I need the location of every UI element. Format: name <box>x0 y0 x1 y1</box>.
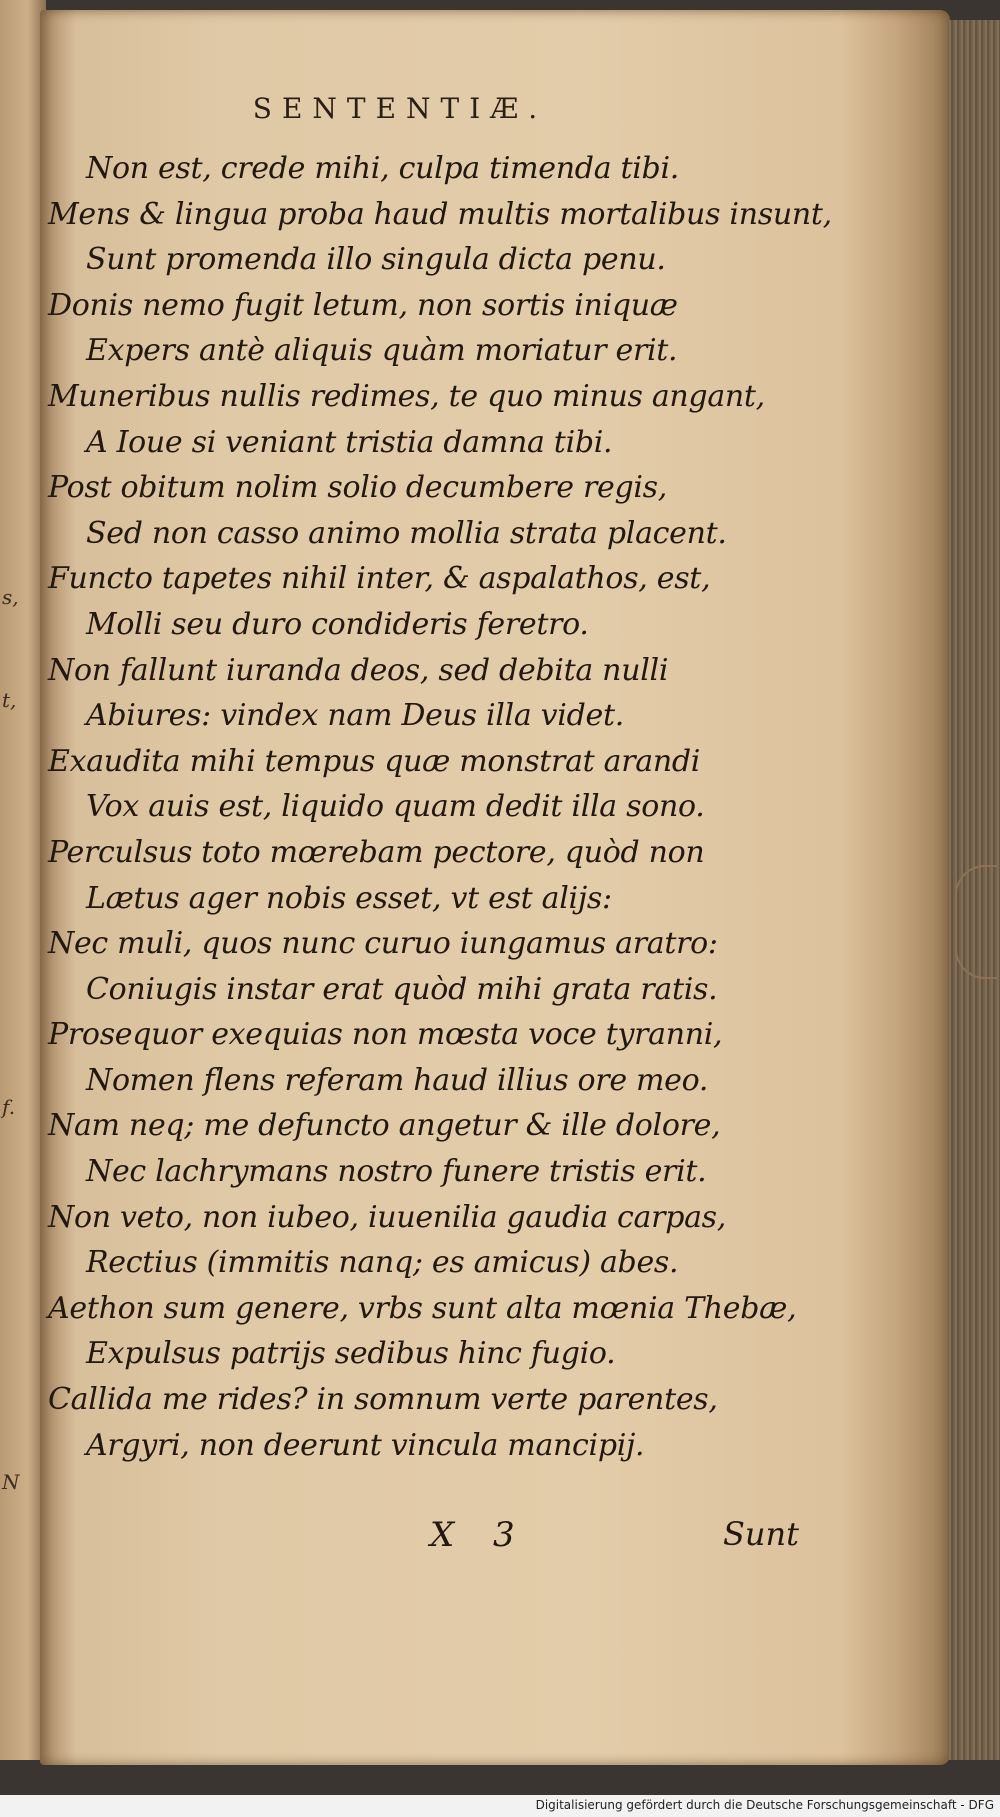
verse-list <box>48 146 868 1468</box>
verse-line: Sunt promenda illo singula dicta penu. <box>86 242 666 278</box>
running-head: SENTENTIÆ. <box>252 92 548 125</box>
verse-line: Expers antè aliquis quàm moriatur erit. <box>86 333 678 369</box>
verse-line: Expulsus patrijs sedibus hinc fugio. <box>86 1336 616 1372</box>
verse-line: Callida me rides? in somnum verte parentes, <box>48 1382 718 1418</box>
verse-line: Non est, crede mihi, culpa timenda tibi. <box>86 151 679 186</box>
verse-line: Coniugis instar erat quòd mihi grata ratis. <box>86 971 718 1007</box>
verse-line: Functo tapetes nihil inter, & aspalathos, est, <box>48 561 711 597</box>
verse-line: Nomen flens referam haud illius ore meo. <box>86 1062 709 1098</box>
verse-line: Molli seu duro condideris feretro. <box>86 606 589 642</box>
verse-line: Abiures: vindex nam Deus illa videt. <box>86 698 624 734</box>
verse-line: Prosequor exequias non mœsta voce tyranni, <box>48 1017 723 1053</box>
verse-line: Mens & lingua proba haud multis mortalibus insunt, <box>48 196 832 232</box>
catchword: Sunt <box>723 1515 799 1553</box>
left-page-fragment: t, <box>2 688 17 712</box>
credit-bar <box>0 1795 1000 1817</box>
left-page-fragment: N <box>2 1470 20 1494</box>
signature-mark: X 3 <box>430 1515 529 1555</box>
verse-line: Non veto, non iubeo, iuuenilia gaudia carpas, <box>48 1199 727 1235</box>
verse-line: Nam neq; me defuncto angetur & ille dolore, <box>48 1108 721 1144</box>
left-page-fragment: f. <box>2 1095 16 1119</box>
verse-line: Post obitum nolim solio decumbere regis, <box>48 470 667 506</box>
verse-line: Lætus ager nobis esset, vt est alijs: <box>86 880 612 916</box>
funding-credit: Digitalisierung gefördert durch die Deutsche Forschungsgemeinschaft - DFG <box>535 1798 994 1812</box>
verse-line: A Ioue si veniant tristia damna tibi. <box>86 424 613 460</box>
verse-line: Vox auis est, liquido quam dedit illa sono. <box>86 789 705 825</box>
left-page-fragment: s, <box>2 585 19 609</box>
verse-line: Perculsus toto mœrebam pectore, quòd non <box>48 834 705 870</box>
verse-line: Non fallunt iuranda deos, sed debita nulli <box>48 652 669 688</box>
verse-line: Nec lachrymans nostro funere tristis erit. <box>86 1154 707 1190</box>
verse-line: Rectius (immitis nanq; es amicus) abes. <box>86 1245 679 1281</box>
bookmark-tab <box>955 865 997 979</box>
verse-line: Exaudita mihi tempus quæ monstrat arandi <box>48 743 701 779</box>
verse-line: Sed non casso animo mollia strata placent. <box>86 515 727 551</box>
verse-line: Nec muli, quos nunc curuo iungamus aratro: <box>48 926 718 962</box>
verse-line: Donis nemo fugit letum, non sortis iniquæ <box>48 287 678 323</box>
verse-line: Muneribus nullis redimes, te quo minus angant, <box>48 378 765 414</box>
verse-line: Aethon sum genere, vrbs sunt alta mœnia Thebæ, <box>48 1290 797 1326</box>
verse-line: Argyri, non deerunt vincula mancipij. <box>86 1427 645 1463</box>
